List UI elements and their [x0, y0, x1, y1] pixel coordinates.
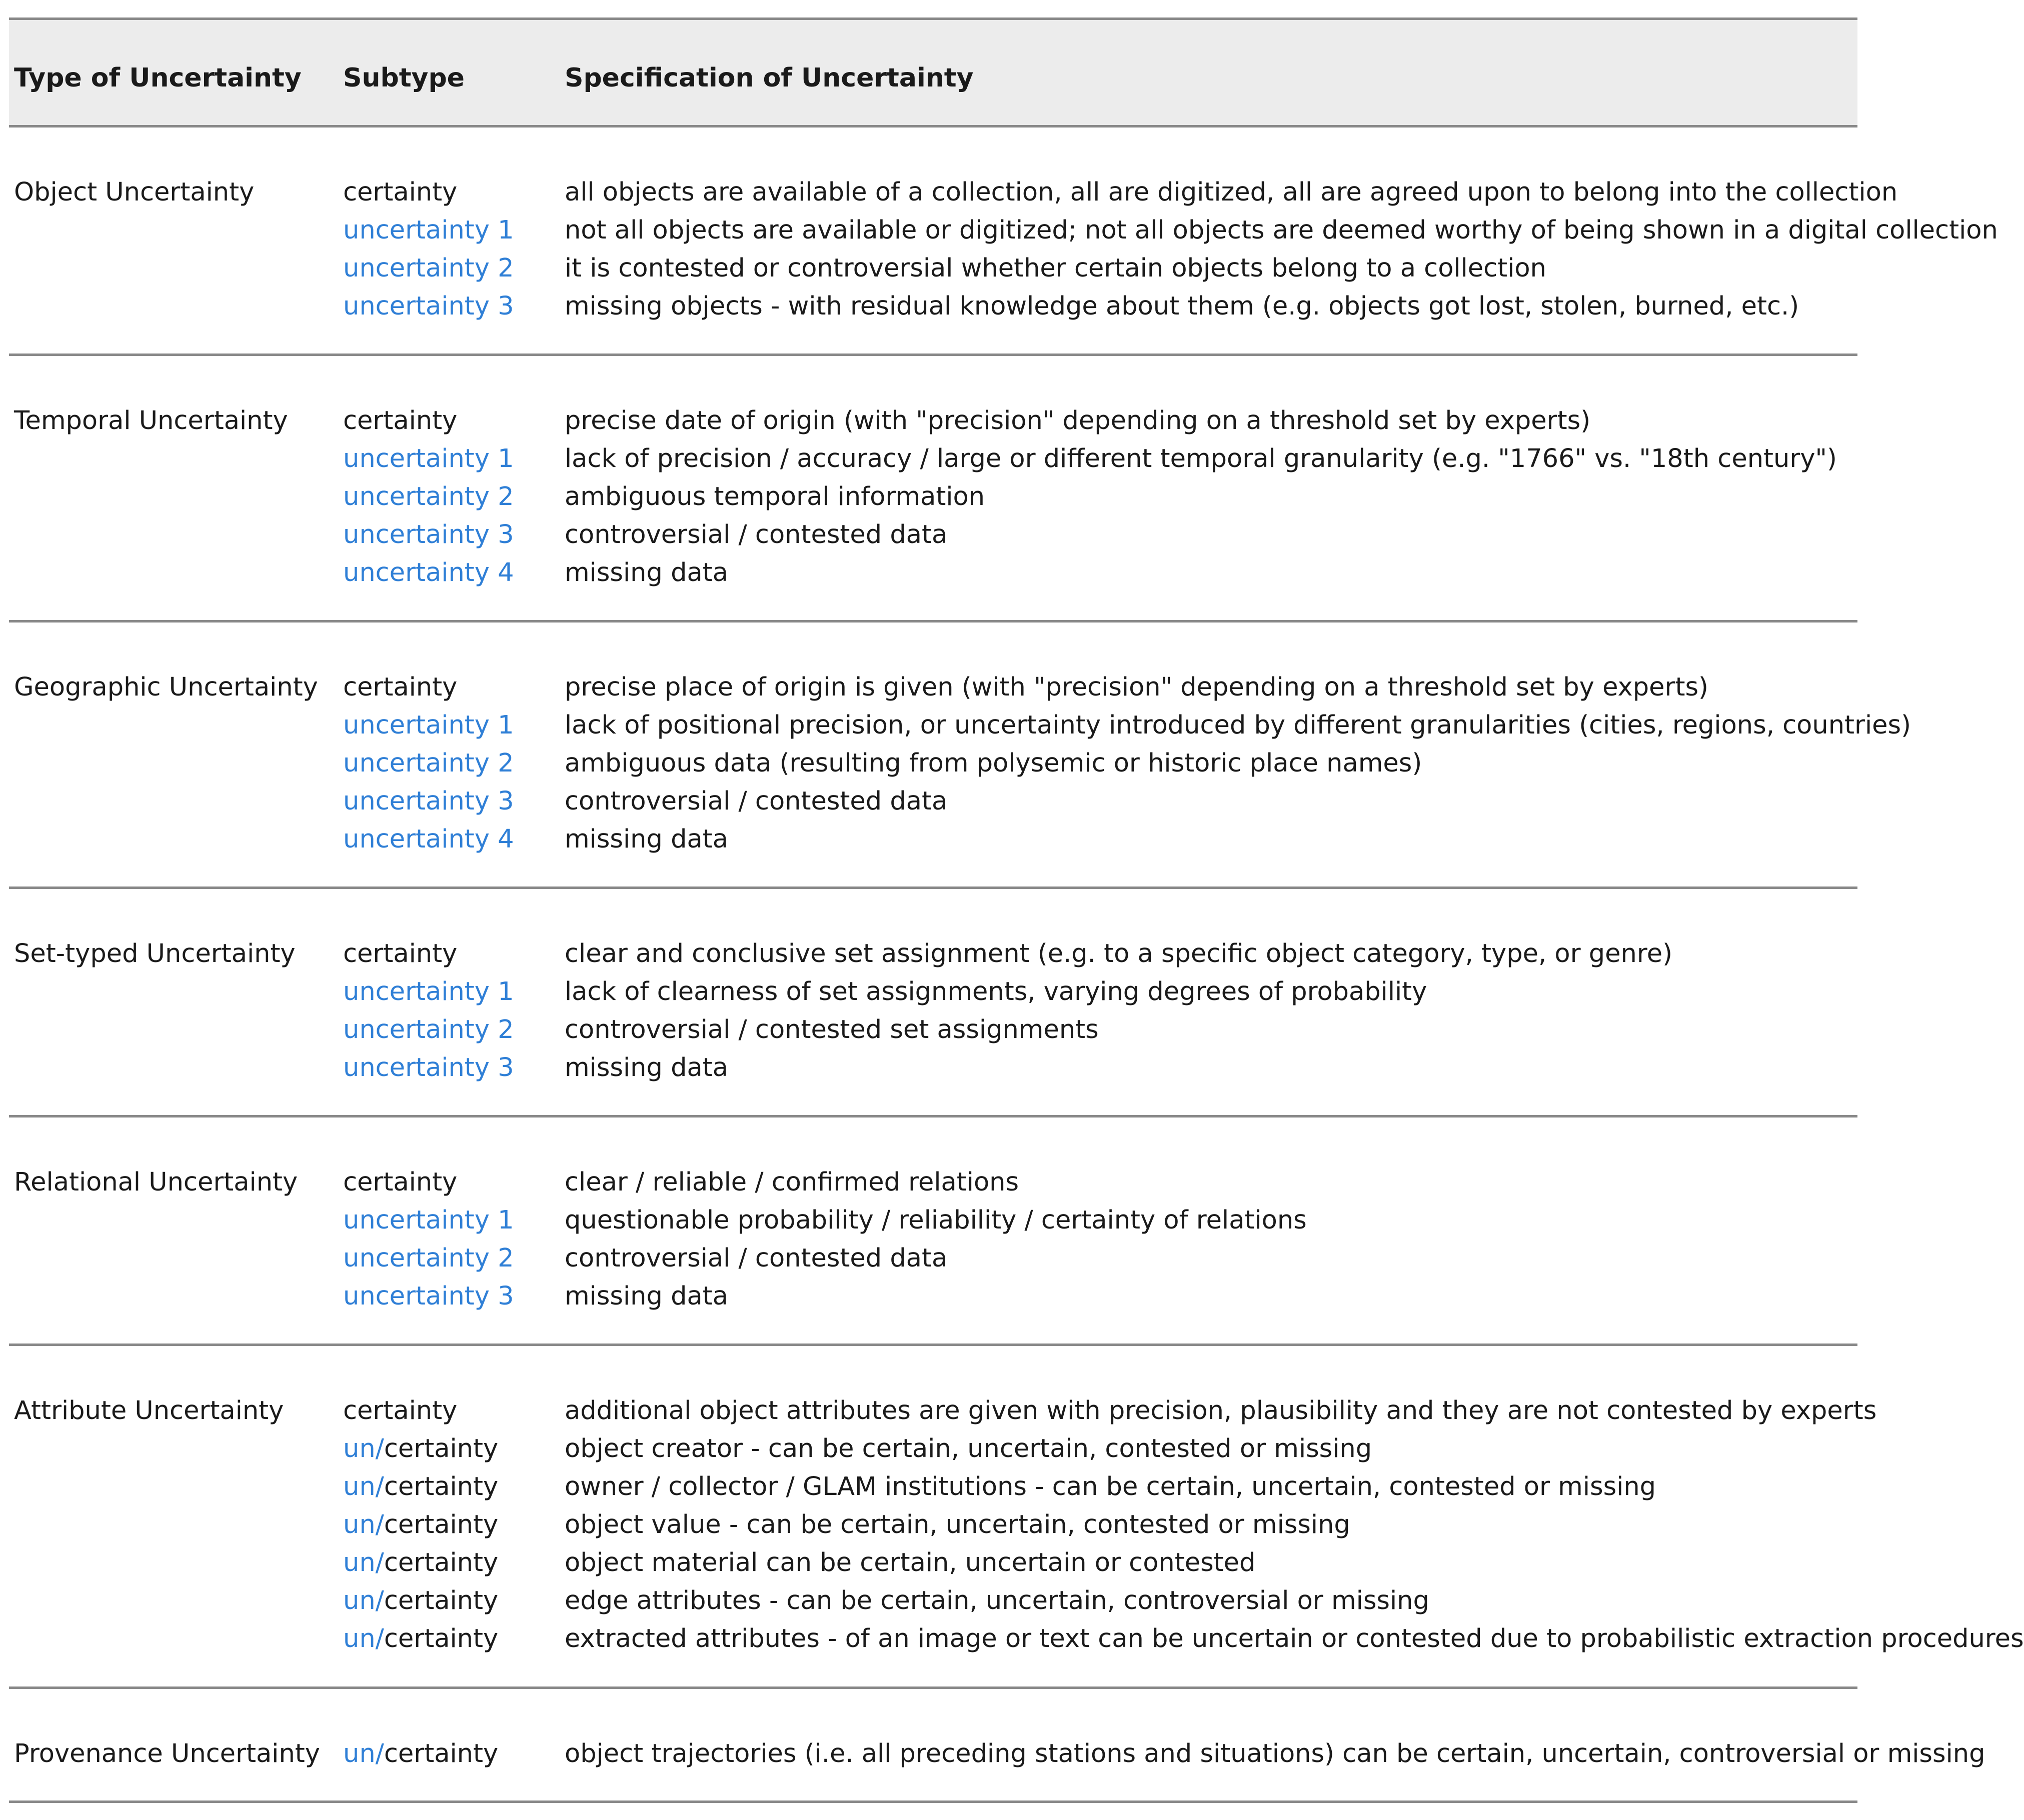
- subtype-cell: [343, 174, 457, 212]
- subtype-cell: [343, 820, 514, 858]
- table-row: [9, 440, 1857, 478]
- subtype-uncertain-part: un/: [343, 1472, 384, 1502]
- subtype-uncertain-part: uncertainty 2: [343, 254, 514, 283]
- subtype-certain-part: certainty: [384, 1434, 499, 1464]
- specification-cell: missing data: [565, 558, 728, 588]
- specification-cell: missing data: [565, 824, 728, 854]
- subtype-uncertain-part: uncertainty 1: [343, 977, 514, 1006]
- specification-cell: questionable probability / reliability / certainty of relations: [565, 1206, 1307, 1235]
- subtype-certain-part: certainty: [343, 939, 458, 968]
- table-row: [9, 1202, 1857, 1240]
- table-row: [9, 1164, 1857, 1202]
- subtype-cell: [343, 1430, 498, 1468]
- specification-cell: lack of precision / accuracy / large or different temporal granularity (e.g. "1766" vs. "18th century"): [565, 444, 1837, 474]
- specification-cell: controversial / contested data: [565, 520, 948, 550]
- specification-cell: object value - can be certain, uncertain, contested or missing: [565, 1510, 1350, 1540]
- group-rows: [9, 1164, 1857, 1316]
- subtype-certain-part: certainty: [384, 1739, 499, 1768]
- specification-cell: object material can be certain, uncertain or contested: [565, 1548, 1256, 1578]
- specification-cell: ambiguous temporal information: [565, 482, 985, 512]
- subtype-uncertain-part: uncertainty 2: [343, 482, 514, 512]
- subtype-uncertain-part: uncertainty 2: [343, 1244, 514, 1273]
- subtype-uncertain-part: uncertainty 3: [343, 786, 514, 816]
- table-row: [9, 212, 1998, 250]
- subtype-cell: [343, 1164, 457, 1202]
- specification-cell: precise place of origin is given (with "precision" depending on a threshold set by experts): [565, 672, 1708, 702]
- uncertainty-type-label: Object Uncertainty: [14, 178, 255, 207]
- table-row: [9, 1544, 1857, 1582]
- uncertainty-type-label: Relational Uncertainty: [14, 1168, 298, 1197]
- specification-cell: missing data: [565, 1282, 728, 1311]
- subtype-uncertain-part: uncertainty 3: [343, 520, 514, 550]
- uncertainty-type-label: Provenance Uncertainty: [14, 1739, 320, 1768]
- specification-cell: edge attributes - can be certain, uncertain, controversial or missing: [565, 1586, 1429, 1616]
- uncertainty-type-label: Geographic Uncertainty: [14, 672, 318, 702]
- subtype-certain-part: certainty: [343, 1168, 458, 1197]
- specification-cell: additional object attributes are given with precision, plausibility and they are not contested by experts: [565, 1396, 1877, 1426]
- subtype-uncertain-part: uncertainty 4: [343, 558, 514, 588]
- table-row: [9, 402, 1857, 440]
- uncertainty-type-label: Set-typed Uncertainty: [14, 939, 296, 968]
- specification-cell: controversial / contested data: [565, 786, 948, 816]
- table-header: [9, 18, 1857, 128]
- subtype-certain-part: certainty: [343, 178, 458, 207]
- table-row: [9, 174, 1898, 212]
- specification-cell: lack of clearness of set assignments, varying degrees of probability: [565, 977, 1427, 1006]
- table-row: [9, 1430, 1857, 1468]
- subtype-cell: [343, 212, 514, 250]
- table-row: [9, 1011, 1857, 1049]
- subtype-certain-part: certainty: [343, 1396, 458, 1426]
- subtype-cell: [343, 1202, 514, 1240]
- uncertainty-type-label: Attribute Uncertainty: [14, 1396, 284, 1426]
- subtype-cell: [343, 402, 457, 440]
- header-spec: Specification of Uncertainty: [565, 63, 974, 93]
- table-row: [9, 288, 1857, 326]
- group-rows: [9, 668, 1911, 858]
- table-group: [9, 1346, 2024, 1689]
- specification-cell: controversial / contested set assignments: [565, 1015, 1099, 1044]
- specification-cell: extracted attributes - of an image or text can be uncertain or contested due to probabilistic extraction procedures: [565, 1624, 2024, 1654]
- table-row: [9, 1278, 1857, 1316]
- specification-cell: lack of positional precision, or uncertainty introduced by different granularities (cities, regions, countries): [565, 710, 1911, 740]
- subtype-uncertain-part: un/: [343, 1434, 384, 1464]
- subtype-uncertain-part: uncertainty 1: [343, 216, 514, 245]
- table-row: [9, 1620, 2024, 1658]
- table-row: [9, 516, 1857, 554]
- subtype-uncertain-part: un/: [343, 1586, 384, 1616]
- group-rows: [9, 1392, 2024, 1658]
- table-row: [9, 820, 1857, 858]
- specification-cell: ambiguous data (resulting from polysemic or historic place names): [565, 748, 1422, 778]
- subtype-cell: [343, 1544, 498, 1582]
- table-row: [9, 668, 1857, 706]
- table-group: [9, 1689, 1985, 1803]
- subtype-uncertain-part: un/: [343, 1624, 384, 1654]
- subtype-cell: [343, 478, 514, 516]
- specification-cell: missing data: [565, 1053, 728, 1082]
- table-row: [9, 478, 1857, 516]
- subtype-uncertain-part: uncertainty 3: [343, 1282, 514, 1311]
- table-row: [9, 1049, 1857, 1087]
- subtype-certain-part: certainty: [384, 1586, 499, 1616]
- table-group: [9, 889, 1857, 1118]
- header-subtype: Subtype: [343, 63, 465, 93]
- table-row: [9, 1468, 1857, 1506]
- table-body: [9, 128, 2024, 1803]
- subtype-uncertain-part: uncertainty 4: [343, 824, 514, 854]
- table-row: [9, 973, 1857, 1011]
- specification-cell: object trajectories (i.e. all preceding stations and situations) can be certain, uncertain, controversial or missing: [565, 1739, 1985, 1768]
- group-rows: [9, 1735, 1985, 1773]
- subtype-certain-part: certainty: [384, 1510, 499, 1540]
- table-row: [9, 782, 1857, 820]
- uncertainty-type-label: Temporal Uncertainty: [14, 406, 288, 436]
- subtype-cell: [343, 973, 514, 1011]
- table-row: [9, 744, 1857, 782]
- subtype-certain-part: certainty: [384, 1472, 499, 1502]
- specification-cell: object creator - can be certain, uncertain, contested or missing: [565, 1434, 1372, 1464]
- specification-cell: all objects are available of a collection, all are digitized, all are agreed upon to belong into the collection: [565, 178, 1898, 207]
- subtype-uncertain-part: uncertainty 1: [343, 444, 514, 474]
- subtype-cell: [343, 1468, 498, 1506]
- subtype-cell: [343, 1240, 514, 1278]
- specification-cell: precise date of origin (with "precision" depending on a threshold set by experts): [565, 406, 1591, 436]
- subtype-cell: [343, 1011, 514, 1049]
- subtype-uncertain-part: uncertainty 1: [343, 710, 514, 740]
- subtype-uncertain-part: uncertainty 2: [343, 1015, 514, 1044]
- specification-cell: owner / collector / GLAM institutions - can be certain, uncertain, contested or missing: [565, 1472, 1656, 1502]
- subtype-cell: [343, 516, 514, 554]
- subtype-cell: [343, 250, 514, 288]
- subtype-cell: [343, 554, 514, 592]
- subtype-cell: [343, 440, 514, 478]
- uncertainty-table: [9, 18, 2024, 1803]
- table-group: [9, 1118, 1857, 1346]
- table-group: [9, 622, 1911, 889]
- subtype-cell: [343, 668, 457, 706]
- subtype-cell: [343, 782, 514, 820]
- specification-cell: it is contested or controversial whether certain objects belong to a collection: [565, 254, 1546, 283]
- subtype-cell: [343, 288, 514, 326]
- table-row: [9, 706, 1911, 744]
- table-row: [9, 250, 1857, 288]
- subtype-cell: [343, 744, 514, 782]
- subtype-cell: [343, 1506, 498, 1544]
- table-row: [9, 554, 1857, 592]
- subtype-cell: [343, 1049, 514, 1087]
- group-rows: [9, 402, 1857, 592]
- subtype-uncertain-part: uncertainty 1: [343, 1206, 514, 1235]
- subtype-cell: [343, 1735, 498, 1773]
- table-row: [9, 1240, 1857, 1278]
- table-row: [9, 1735, 1985, 1773]
- table-row: [9, 1506, 1857, 1544]
- table-row: [9, 1582, 1857, 1620]
- group-rows: [9, 174, 1998, 326]
- subtype-cell: [343, 1620, 498, 1658]
- subtype-uncertain-part: un/: [343, 1739, 384, 1768]
- subtype-cell: [343, 1278, 514, 1316]
- specification-cell: clear and conclusive set assignment (e.g. to a specific object category, type, or genre): [565, 939, 1672, 968]
- table-row: [9, 935, 1857, 973]
- subtype-certain-part: certainty: [384, 1624, 499, 1654]
- subtype-cell: [343, 1392, 457, 1430]
- specification-cell: not all objects are available or digitized; not all objects are deemed worthy of being shown in a digital collection: [565, 216, 1998, 245]
- table-group: [9, 128, 1998, 356]
- subtype-cell: [343, 935, 457, 973]
- subtype-cell: [343, 1582, 498, 1620]
- table-row: [9, 1392, 1877, 1430]
- group-rows: [9, 935, 1857, 1087]
- subtype-certain-part: certainty: [343, 672, 458, 702]
- header-type: Type of Uncertainty: [14, 63, 302, 93]
- specification-cell: clear / reliable / confirmed relations: [565, 1168, 1019, 1197]
- subtype-certain-part: certainty: [384, 1548, 499, 1578]
- specification-cell: missing objects - with residual knowledge about them (e.g. objects got lost, stolen, burned, etc.): [565, 292, 1799, 321]
- subtype-uncertain-part: uncertainty 3: [343, 292, 514, 321]
- specification-cell: controversial / contested data: [565, 1244, 948, 1273]
- subtype-uncertain-part: un/: [343, 1548, 384, 1578]
- subtype-uncertain-part: uncertainty 3: [343, 1053, 514, 1082]
- subtype-uncertain-part: un/: [343, 1510, 384, 1540]
- subtype-cell: [343, 706, 514, 744]
- subtype-certain-part: certainty: [343, 406, 458, 436]
- subtype-uncertain-part: uncertainty 2: [343, 748, 514, 778]
- table-group: [9, 356, 1857, 622]
